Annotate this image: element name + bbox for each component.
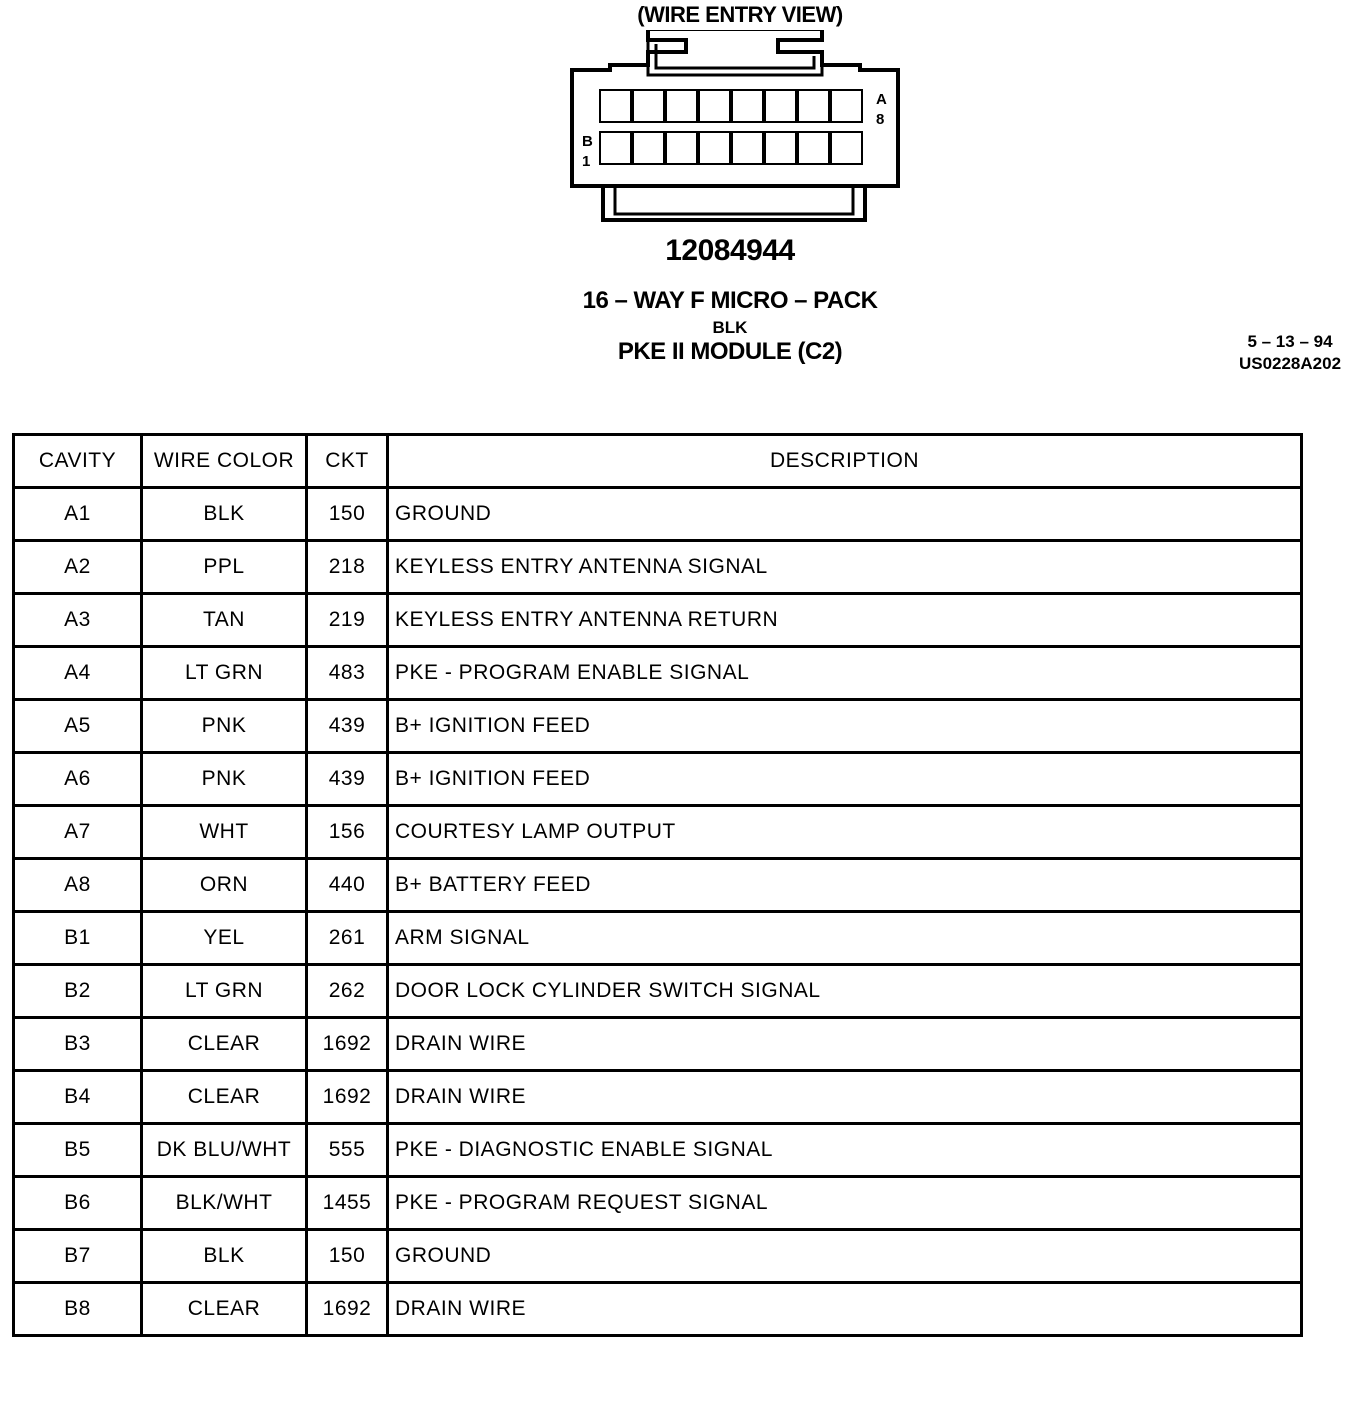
wire-color-cell: BLK [142,488,307,541]
description-cell: B+ IGNITION FEED [388,700,1302,753]
description-cell: DRAIN WIRE [388,1018,1302,1071]
wire-color-cell: PPL [142,541,307,594]
table-header-row [14,435,1302,488]
cavity-cell: A5 [14,700,142,753]
connector-body [572,30,898,186]
table-row [14,1124,1302,1177]
wire-color-cell: WHT [142,806,307,859]
document-code: US0228A202 [1238,354,1342,373]
ckt-cell: 1692 [307,1071,388,1124]
ckt-cell: 439 [307,753,388,806]
column-header-description: DESCRIPTION [388,435,1302,488]
latch-inner [656,44,814,68]
wire-color-cell: ORN [142,859,307,912]
row-a-label: A [876,91,887,108]
row-b-cavities [600,132,862,164]
connector-color: BLK [712,318,748,337]
ckt-cell: 555 [307,1124,388,1177]
ckt-cell: 1455 [307,1177,388,1230]
module-name: PKE II MODULE (C2) [617,338,843,365]
table-row [14,1018,1302,1071]
description-cell: KEYLESS ENTRY ANTENNA RETURN [388,594,1302,647]
column-header-cavity: CAVITY [14,435,142,488]
ckt-cell: 1692 [307,1283,388,1336]
cavity-cell: A3 [14,594,142,647]
cavity-cell: A1 [14,488,142,541]
ckt-cell: 150 [307,488,388,541]
cavity-cell: B6 [14,1177,142,1230]
cavity-slot [798,132,829,164]
cavity-cell: B8 [14,1283,142,1336]
description-cell: DOOR LOCK CYLINDER SWITCH SIGNAL [388,965,1302,1018]
wire-color-cell: DK BLU/WHT [142,1124,307,1177]
latch [648,40,822,75]
cavity-cell: B4 [14,1071,142,1124]
wire-entry-view-label: (WIRE ENTRY VIEW) [637,2,843,27]
cavity-slot [699,90,730,122]
table-row [14,541,1302,594]
table-row [14,859,1302,912]
table-row [14,965,1302,1018]
wire-color-cell: CLEAR [142,1071,307,1124]
table-row [14,912,1302,965]
cavity-slot [633,132,664,164]
table-row [14,700,1302,753]
row-b-label: B [582,133,593,150]
description-cell: PKE - PROGRAM REQUEST SIGNAL [388,1177,1302,1230]
cavity-slot [600,90,631,122]
description-cell: PKE - PROGRAM ENABLE SIGNAL [388,647,1302,700]
cavity-cell: B5 [14,1124,142,1177]
wire-color-cell: BLK/WHT [142,1177,307,1230]
description-cell: PKE - DIAGNOSTIC ENABLE SIGNAL [388,1124,1302,1177]
cavity-cell: B7 [14,1230,142,1283]
pinout-table [12,433,1303,1337]
table-row [14,1071,1302,1124]
wire-color-cell: LT GRN [142,965,307,1018]
table-row [14,1177,1302,1230]
ckt-cell: 150 [307,1230,388,1283]
ckt-cell: 439 [307,700,388,753]
cavity-cell: A7 [14,806,142,859]
description-cell: GROUND [388,488,1302,541]
description-cell: DRAIN WIRE [388,1283,1302,1336]
cavity-slot [666,132,697,164]
cavity-cell: B2 [14,965,142,1018]
document-date: 5 – 13 – 94 [1247,332,1333,351]
cavity-slot [699,132,730,164]
cavity-cell: A6 [14,753,142,806]
connector-diagram [560,30,910,230]
wire-color-cell: BLK [142,1230,307,1283]
row-a-cavities [600,90,862,122]
cavity-slot [732,90,763,122]
cavity-cell: B1 [14,912,142,965]
cavity-slot [633,90,664,122]
table-row [14,1230,1302,1283]
cavity-slot [765,90,796,122]
table-row [14,753,1302,806]
cavity-slot [666,90,697,122]
description-cell: COURTESY LAMP OUTPUT [388,806,1302,859]
bottom-rail-inner [615,186,853,214]
row-b-start-label: 1 [582,153,591,170]
wire-color-cell: YEL [142,912,307,965]
ckt-cell: 219 [307,594,388,647]
ckt-cell: 262 [307,965,388,1018]
part-number: 12084944 [665,234,795,267]
table-row [14,1283,1302,1336]
description-cell: KEYLESS ENTRY ANTENNA SIGNAL [388,541,1302,594]
ckt-cell: 261 [307,912,388,965]
ckt-cell: 218 [307,541,388,594]
ckt-cell: 483 [307,647,388,700]
table-row [14,594,1302,647]
description-cell: ARM SIGNAL [388,912,1302,965]
column-header-wire-color: WIRE COLOR [142,435,307,488]
cavity-slot [831,90,862,122]
description-cell: B+ BATTERY FEED [388,859,1302,912]
cavity-slot [798,90,829,122]
description-cell: GROUND [388,1230,1302,1283]
ckt-cell: 1692 [307,1018,388,1071]
ckt-cell: 156 [307,806,388,859]
wire-color-cell: CLEAR [142,1283,307,1336]
cavity-cell: A4 [14,647,142,700]
cavity-cell: A8 [14,859,142,912]
cavity-slot [600,132,631,164]
cavity-slot [831,132,862,164]
wire-color-cell: CLEAR [142,1018,307,1071]
description-cell: DRAIN WIRE [388,1071,1302,1124]
cavity-slot [732,132,763,164]
wire-color-cell: LT GRN [142,647,307,700]
ckt-cell: 440 [307,859,388,912]
table-row [14,647,1302,700]
table-row [14,488,1302,541]
column-header-ckt: CKT [307,435,388,488]
wire-color-cell: PNK [142,700,307,753]
table-row [14,806,1302,859]
cavity-cell: B3 [14,1018,142,1071]
wire-color-cell: TAN [142,594,307,647]
cavity-cell: A2 [14,541,142,594]
wire-color-cell: PNK [142,753,307,806]
row-a-end-label: 8 [876,111,885,128]
connector-type: 16 – WAY F MICRO – PACK [582,287,878,314]
description-cell: B+ IGNITION FEED [388,753,1302,806]
cavity-slot [765,132,796,164]
